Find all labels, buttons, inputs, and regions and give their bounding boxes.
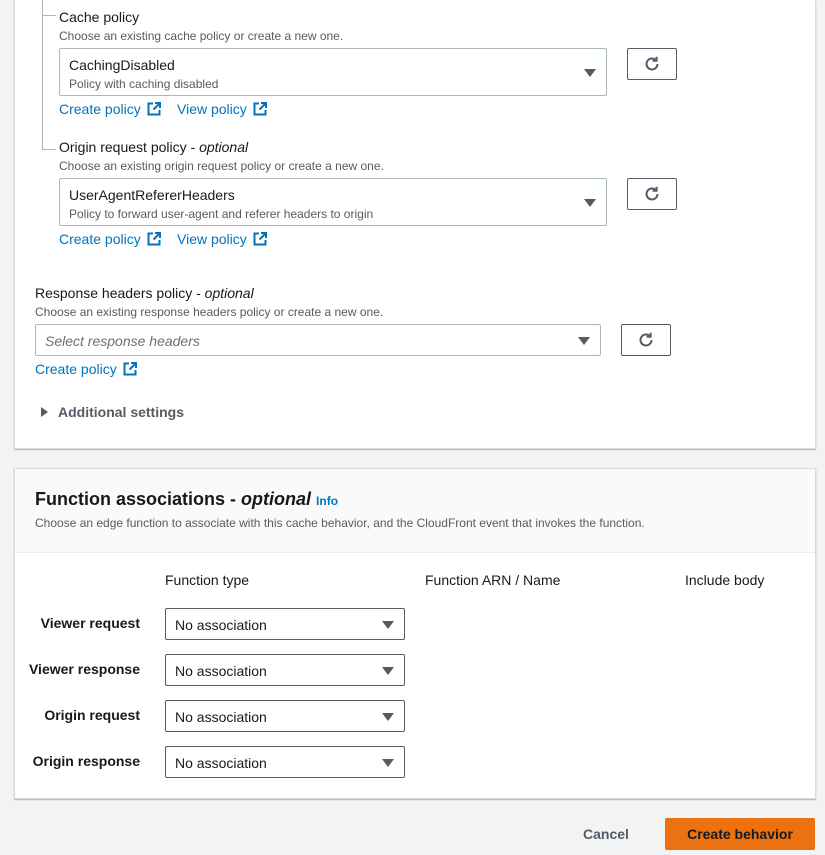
viewer-request-select[interactable] <box>165 608 405 640</box>
tree-branch <box>42 15 56 16</box>
viewer-request-value: No association <box>175 617 267 633</box>
origin-request-policy-select[interactable] <box>59 178 607 226</box>
tree-line <box>42 0 43 150</box>
refresh-icon <box>643 55 661 73</box>
caret-right-icon <box>41 407 48 417</box>
origin-view-policy-label: View policy <box>177 231 247 247</box>
origin-request-select[interactable] <box>165 700 405 732</box>
function-associations-title-text: Function associations - <box>35 489 237 509</box>
function-associations-title <box>35 489 338 510</box>
external-link-icon <box>147 232 161 246</box>
response-headers-policy-label-text: Response headers policy - <box>35 285 205 301</box>
column-header-include-body: Include body <box>685 572 765 588</box>
chevron-down-icon <box>584 199 596 207</box>
origin-create-policy-label: Create policy <box>59 231 141 247</box>
external-link-icon <box>147 102 161 116</box>
response-headers-policy-label <box>35 285 254 301</box>
origin-response-value: No association <box>175 755 267 771</box>
origin-response-label: Origin response <box>32 753 140 769</box>
viewer-response-value: No association <box>175 663 267 679</box>
cache-settings-panel <box>14 0 816 449</box>
cache-policy-selected-subtitle: Policy with caching disabled <box>69 77 219 91</box>
cache-create-policy-label: Create policy <box>59 101 141 117</box>
origin-response-select[interactable] <box>165 746 405 778</box>
origin-request-selected-title: UserAgentRefererHeaders <box>69 187 235 203</box>
external-link-icon <box>253 232 267 246</box>
viewer-request-label: Viewer request <box>40 615 140 631</box>
function-associations-header <box>15 469 815 553</box>
external-link-icon <box>123 362 137 376</box>
chevron-down-icon <box>382 713 394 721</box>
response-headers-policy-description: Choose an existing response headers policy or create a new one. <box>35 305 384 319</box>
additional-settings-label: Additional settings <box>58 404 184 420</box>
response-headers-select[interactable] <box>35 324 601 356</box>
response-create-policy-link[interactable] <box>35 361 137 377</box>
refresh-icon <box>637 331 655 349</box>
cache-view-policy-label: View policy <box>177 101 247 117</box>
origin-request-value: No association <box>175 709 267 725</box>
additional-settings-expander[interactable] <box>41 404 184 420</box>
response-headers-placeholder: Select response headers <box>45 333 200 349</box>
cache-create-policy-link[interactable] <box>59 101 161 117</box>
cache-policy-selected-title: CachingDisabled <box>69 57 175 73</box>
cache-policy-label: Cache policy <box>59 9 140 25</box>
response-create-policy-label: Create policy <box>35 361 117 377</box>
origin-request-policy-description: Choose an existing origin request policy or create a new one. <box>59 159 384 173</box>
viewer-response-label: Viewer response <box>28 661 140 677</box>
origin-create-policy-link[interactable] <box>59 231 161 247</box>
function-associations-panel <box>14 468 816 799</box>
response-headers-refresh-button[interactable] <box>621 324 671 356</box>
cache-policy-select[interactable] <box>59 48 607 96</box>
info-link[interactable]: Info <box>316 494 339 508</box>
external-link-icon <box>253 102 267 116</box>
cache-view-policy-link[interactable] <box>177 101 267 117</box>
origin-request-selected-subtitle: Policy to forward user-agent and referer headers to origin <box>69 207 374 221</box>
create-behavior-button[interactable]: Create behavior <box>665 818 815 850</box>
optional-tag: optional <box>241 489 312 509</box>
cache-policy-description: Choose an existing cache policy or create a new one. <box>59 29 344 43</box>
origin-request-refresh-button[interactable] <box>627 178 677 210</box>
function-associations-description: Choose an edge function to associate with this cache behavior, and the CloudFront event that invokes the function. <box>35 516 645 530</box>
chevron-down-icon <box>382 621 394 629</box>
refresh-icon <box>643 185 661 203</box>
cache-policy-refresh-button[interactable] <box>627 48 677 80</box>
origin-request-policy-label <box>59 139 248 155</box>
column-header-function-arn: Function ARN / Name <box>425 572 561 588</box>
origin-request-policy-label-text: Origin request policy - <box>59 139 200 155</box>
origin-view-policy-link[interactable] <box>177 231 267 247</box>
column-header-function-type: Function type <box>165 572 250 588</box>
origin-request-label: Origin request <box>44 707 140 723</box>
chevron-down-icon <box>382 667 394 675</box>
tree-branch <box>42 149 56 150</box>
chevron-down-icon <box>578 337 590 345</box>
optional-tag: optional <box>204 285 254 301</box>
chevron-down-icon <box>584 69 596 77</box>
optional-tag: optional <box>199 139 249 155</box>
cancel-button[interactable]: Cancel <box>570 818 642 850</box>
viewer-response-select[interactable] <box>165 654 405 686</box>
chevron-down-icon <box>382 759 394 767</box>
